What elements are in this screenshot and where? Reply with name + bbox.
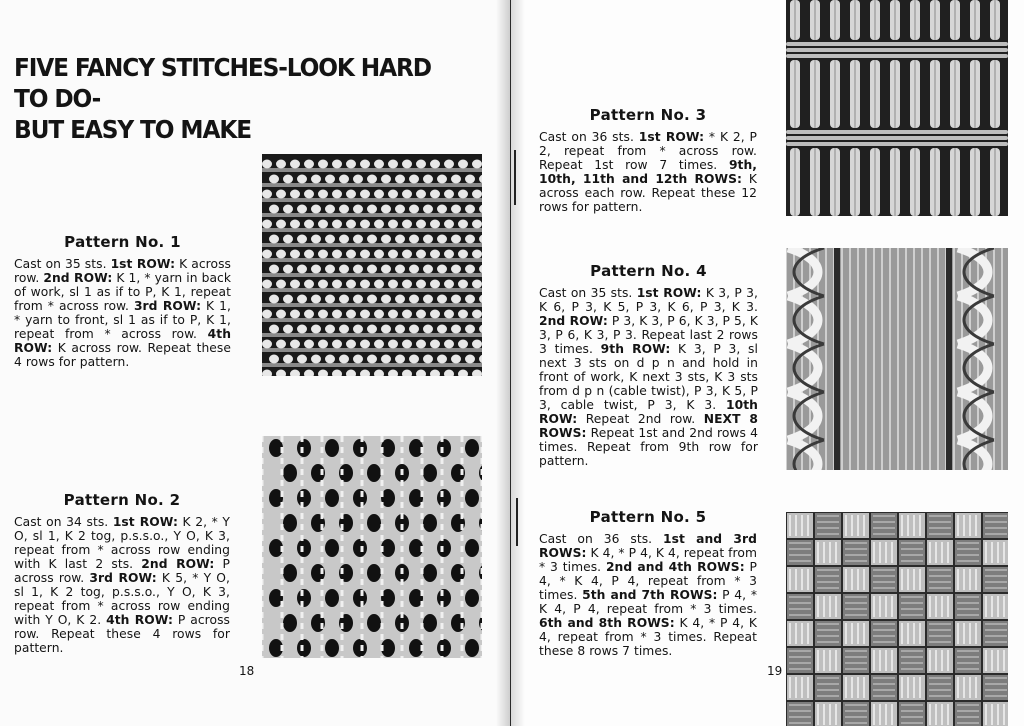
pattern-2-title: Pattern No. 2: [63, 491, 181, 509]
right-page: [511, 0, 1024, 726]
pattern-1-instructions: [14, 257, 231, 369]
instruction-text: K 1, * yarn to front, sl 1 as if to P, K 1, repeat from * across row.: [14, 299, 231, 341]
gutter-shadow: [511, 0, 525, 726]
instruction-text: Repeat 2nd row.: [577, 412, 704, 426]
instruction-text: P 3, K 3, P 6, K 3, P 5, K 3, P 6, K 3, P 3. Repeat last 2 rows 3 times.: [539, 314, 758, 356]
slip-stitch-swatch-image: [262, 154, 482, 376]
instruction-text: K 3, P 3, K 6, P 3, K 5, P 3, K 6, P 3, K 3.: [539, 286, 758, 314]
row-label: 1st ROW:: [638, 130, 705, 144]
row-label: 6th and 8th ROWS:: [539, 616, 675, 630]
instruction-text: P 4, * K 4, P 4, repeat from * 3 times.: [539, 560, 757, 602]
row-label: 4th ROW:: [14, 327, 231, 355]
instruction-text: * K 2, P 2, repeat from * across row. Repeat 1st row 7 times.: [539, 130, 757, 172]
instruction-text: K across row.: [14, 257, 231, 285]
instruction-text: P 4, * K 4, P 4, repeat from * 3 times.: [539, 588, 758, 616]
headline-line-1: FIVE FANCY STITCHES-LOOK HARD TO DO-: [14, 53, 432, 113]
pattern-3-instructions: [539, 130, 757, 214]
headline-line-2: BUT EASY TO MAKE: [14, 115, 252, 144]
gutter-shadow: [496, 0, 510, 726]
instruction-text: K 5, * Y O, sl 1, K 2 tog, p.s.s.o., Y O, K 3, repeat from * across row ending with Y O, K 2.: [14, 571, 230, 627]
row-label: 1st and 3rd ROWS:: [539, 532, 757, 560]
row-label: 1st ROW:: [112, 515, 178, 529]
pattern-1: [14, 233, 231, 369]
eyelet-lace-swatch-image: [262, 436, 482, 658]
row-label: NEXT 8 ROWS:: [539, 412, 758, 440]
row-label: 1st ROW:: [110, 257, 176, 271]
pattern-4-title: Pattern No. 4: [590, 262, 707, 280]
instruction-text: Cast on 34 sts.: [14, 515, 113, 529]
pattern-4-instructions: [539, 286, 758, 468]
edge-mark: [516, 498, 518, 546]
instruction-text: Cast on 35 sts.: [539, 286, 637, 300]
pattern-5-instructions: [539, 532, 757, 658]
instruction-text: Repeat 1st and 2nd rows 4 times. Repeat from 9th row for pattern.: [539, 426, 758, 468]
instruction-text: K 1, * yarn in back of work, sl 1 as if to P, K 1, repeat from * across row.: [14, 271, 232, 313]
row-label: 3rd ROW:: [89, 571, 157, 585]
instruction-text: K across row. Repeat these 4 rows for pattern.: [14, 341, 231, 369]
row-label: 2nd ROW:: [141, 557, 215, 571]
basketweave-swatch-image: [786, 512, 1008, 726]
instruction-text: P across row.: [14, 557, 230, 585]
row-label: 10th ROW:: [539, 398, 758, 426]
edge-mark: [514, 150, 516, 205]
instruction-text: K 4, * P 4, K 4, repeat from * 3 times. Repeat these 8 rows 7 times.: [539, 616, 757, 658]
row-label: 9th ROW:: [600, 342, 671, 356]
row-label: 4th ROW:: [106, 613, 173, 627]
instruction-text: Cast on 36 sts.: [539, 532, 663, 546]
row-label: 2nd ROW:: [539, 314, 608, 328]
eyelet-lace-swatch-icon: [262, 436, 482, 658]
pattern-2-instructions: [14, 515, 230, 655]
rib-and-ridge-swatch-image: [786, 0, 1008, 216]
row-label: 2nd ROW:: [43, 271, 113, 285]
instruction-text: P across row. Repeat these 4 rows for pattern.: [14, 613, 230, 655]
pattern-1-title: Pattern No. 1: [64, 233, 181, 251]
page-headline: [14, 52, 470, 145]
instruction-text: K 3, P 3, sl next 3 sts on d p n and hold in front of work, K next 3 sts, K 3 sts from d p n (cable twist), P 3, K 5, P 3, cable twist, P 3, K 3.: [539, 342, 758, 412]
page-number-right: 19: [767, 664, 783, 678]
instruction-text: K across each row. Repeat these 12 rows for pattern.: [539, 172, 757, 214]
left-page: [0, 0, 510, 726]
instruction-text: Cast on 36 sts.: [539, 130, 639, 144]
row-label: 5th and 7th ROWS:: [582, 588, 718, 602]
cable-swatch-image: [786, 248, 1008, 470]
row-label: 3rd ROW:: [133, 299, 202, 313]
page-number-left: 18: [239, 664, 255, 678]
row-label: 9th, 10th, 11th and 12th ROWS:: [539, 158, 757, 186]
rib-and-ridge-swatch-icon: [786, 0, 1008, 216]
pattern-3: [539, 106, 757, 214]
pattern-2: [14, 491, 230, 655]
cable-swatch-icon: [786, 248, 1008, 470]
pattern-4: [539, 262, 758, 468]
slip-stitch-swatch-icon: [262, 154, 482, 376]
instruction-text: K 4, * P 4, K 4, repeat from * 3 times.: [539, 546, 757, 574]
basketweave-swatch-icon: [786, 512, 1008, 726]
row-label: 1st ROW:: [636, 286, 702, 300]
pattern-3-title: Pattern No. 3: [589, 106, 707, 124]
instruction-text: Cast on 35 sts.: [14, 257, 111, 271]
instruction-text: K 2, * Y O, sl 1, K 2 tog, p.s.s.o., Y O, K 3, repeat from * across row ending with K last 2 sts.: [14, 515, 230, 571]
pattern-5: [539, 508, 757, 658]
pattern-5-title: Pattern No. 5: [589, 508, 707, 526]
row-label: 2nd and 4th ROWS:: [605, 560, 745, 574]
